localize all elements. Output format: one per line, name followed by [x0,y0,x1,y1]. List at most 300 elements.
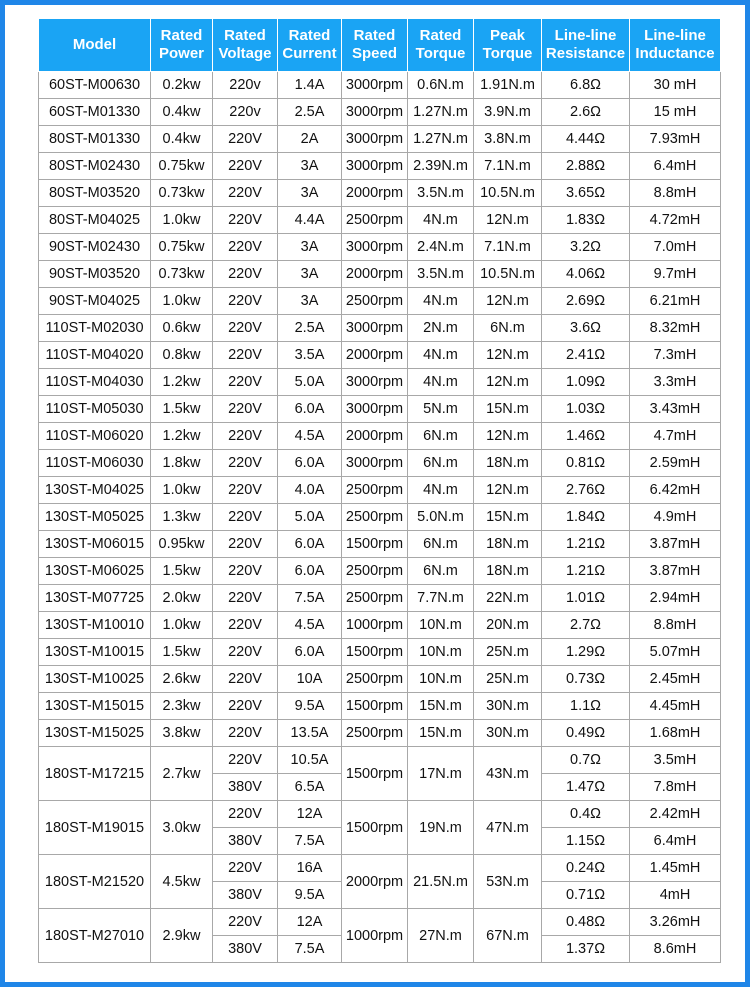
cell-model: 110ST-M02030 [39,315,151,342]
cell-model: 110ST-M05030 [39,396,151,423]
cell-rated-torque: 0.6N.m [408,72,474,99]
table-row [39,909,721,936]
cell-line-resistance: 1.84Ω [542,504,630,531]
cell-rated-speed: 2500rpm [342,666,408,693]
cell-rated-voltage: 220V [213,180,278,207]
table-row [39,180,721,207]
header-line-resistance [542,19,630,72]
cell-peak-torque: 7.1N.m [474,153,542,180]
cell-peak-torque: 67N.m [474,909,542,963]
cell-peak-torque: 12N.m [474,369,542,396]
cell-rated-current: 9.5A [278,693,342,720]
header-rated-voltage [213,19,278,72]
header-label: Speed [351,45,397,62]
cell-rated-speed: 3000rpm [342,396,408,423]
cell-line-inductance: 6.4mH [630,828,721,855]
cell-rated-voltage: 220V [213,234,278,261]
header-model [39,19,151,72]
cell-line-resistance: 2.7Ω [542,612,630,639]
cell-rated-current: 3A [278,153,342,180]
cell-rated-speed: 3000rpm [342,72,408,99]
cell-line-inductance: 8.8mH [630,612,721,639]
cell-line-resistance: 0.73Ω [542,666,630,693]
cell-peak-torque: 53N.m [474,855,542,909]
cell-rated-voltage: 220V [213,396,278,423]
header-row [39,19,721,72]
table-row [39,477,721,504]
cell-rated-current: 3A [278,288,342,315]
cell-rated-speed: 1500rpm [342,639,408,666]
header-label: Rated [224,27,266,44]
cell-rated-current: 6.5A [278,774,342,801]
header-label: Torque [415,45,466,62]
cell-line-resistance: 1.21Ω [542,531,630,558]
cell-rated-power: 0.6kw [151,315,213,342]
cell-rated-voltage: 220V [213,261,278,288]
cell-model: 180ST-M17215 [39,747,151,801]
cell-line-inductance: 5.07mH [630,639,721,666]
header-label: Voltage [218,45,272,62]
cell-line-inductance: 3.5mH [630,747,721,774]
cell-rated-torque: 7.7N.m [408,585,474,612]
cell-line-resistance: 0.7Ω [542,747,630,774]
cell-rated-current: 2.5A [278,99,342,126]
cell-rated-current: 6.0A [278,558,342,585]
cell-line-resistance: 1.1Ω [542,693,630,720]
cell-rated-power: 1.0kw [151,477,213,504]
cell-model: 130ST-M07725 [39,585,151,612]
cell-rated-current: 2A [278,126,342,153]
cell-line-resistance: 1.03Ω [542,396,630,423]
cell-rated-speed: 2500rpm [342,720,408,747]
cell-rated-current: 10.5A [278,747,342,774]
cell-rated-speed: 3000rpm [342,99,408,126]
cell-rated-torque: 3.5N.m [408,180,474,207]
cell-peak-torque: 25N.m [474,639,542,666]
cell-rated-power: 4.5kw [151,855,213,909]
cell-model: 180ST-M21520 [39,855,151,909]
cell-rated-voltage: 220V [213,747,278,774]
cell-peak-torque: 25N.m [474,666,542,693]
cell-line-resistance: 1.83Ω [542,207,630,234]
cell-peak-torque: 30N.m [474,693,542,720]
cell-rated-current: 16A [278,855,342,882]
cell-model: 180ST-M19015 [39,801,151,855]
cell-line-resistance: 2.6Ω [542,99,630,126]
cell-rated-current: 6.0A [278,450,342,477]
cell-rated-power: 2.9kw [151,909,213,963]
cell-rated-voltage: 220V [213,288,278,315]
cell-rated-current: 1.4A [278,72,342,99]
cell-rated-power: 3.8kw [151,720,213,747]
cell-rated-power: 0.4kw [151,126,213,153]
cell-line-resistance: 1.21Ω [542,558,630,585]
cell-rated-voltage: 380V [213,774,278,801]
table-row [39,396,721,423]
cell-peak-torque: 15N.m [474,504,542,531]
cell-rated-current: 3A [278,180,342,207]
cell-rated-torque: 6N.m [408,558,474,585]
cell-rated-speed: 3000rpm [342,234,408,261]
header-label: Inductance [635,45,715,62]
cell-rated-power: 0.73kw [151,180,213,207]
cell-model: 180ST-M27010 [39,909,151,963]
cell-rated-speed: 2000rpm [342,261,408,288]
table-row [39,666,721,693]
header-label: Line-line [554,27,617,44]
cell-rated-voltage: 380V [213,882,278,909]
cell-line-inductance: 8.32mH [630,315,721,342]
cell-model: 130ST-M04025 [39,477,151,504]
cell-rated-torque: 5.0N.m [408,504,474,531]
cell-rated-current: 3.5A [278,342,342,369]
cell-rated-power: 1.0kw [151,612,213,639]
cell-rated-current: 5.0A [278,369,342,396]
cell-rated-current: 3A [278,234,342,261]
table-row [39,315,721,342]
table-row [39,801,721,828]
cell-rated-power: 0.95kw [151,531,213,558]
cell-model: 130ST-M06025 [39,558,151,585]
cell-line-inductance: 3.43mH [630,396,721,423]
cell-line-inductance: 1.68mH [630,720,721,747]
cell-rated-torque: 10N.m [408,639,474,666]
table-row [39,72,721,99]
cell-model: 90ST-M04025 [39,288,151,315]
cell-rated-speed: 3000rpm [342,315,408,342]
cell-rated-torque: 6N.m [408,531,474,558]
cell-rated-voltage: 220V [213,315,278,342]
cell-line-inductance: 3.87mH [630,558,721,585]
cell-rated-speed: 1000rpm [342,612,408,639]
cell-rated-power: 0.75kw [151,234,213,261]
cell-line-resistance: 3.65Ω [542,180,630,207]
header-rated-current [278,19,342,72]
cell-rated-voltage: 220V [213,369,278,396]
cell-peak-torque: 43N.m [474,747,542,801]
cell-rated-torque: 4N.m [408,288,474,315]
cell-rated-speed: 2000rpm [342,855,408,909]
header-label: Model [72,36,117,53]
table-row [39,99,721,126]
cell-rated-torque: 21.5N.m [408,855,474,909]
cell-line-inductance: 7.93mH [630,126,721,153]
cell-rated-speed: 1500rpm [342,531,408,558]
cell-rated-current: 5.0A [278,504,342,531]
cell-model: 80ST-M03520 [39,180,151,207]
table-row [39,342,721,369]
cell-line-inductance: 7.0mH [630,234,721,261]
cell-rated-voltage: 220V [213,855,278,882]
cell-rated-power: 0.73kw [151,261,213,288]
cell-line-inductance: 9.7mH [630,261,721,288]
cell-rated-torque: 19N.m [408,801,474,855]
cell-rated-current: 13.5A [278,720,342,747]
cell-rated-current: 12A [278,909,342,936]
cell-rated-power: 1.5kw [151,639,213,666]
cell-rated-power: 0.2kw [151,72,213,99]
cell-rated-speed: 2500rpm [342,585,408,612]
cell-rated-current: 10A [278,666,342,693]
table-row [39,585,721,612]
cell-rated-speed: 1500rpm [342,747,408,801]
cell-line-inductance: 2.94mH [630,585,721,612]
cell-rated-voltage: 220V [213,612,278,639]
header-label: Resistance [545,45,626,62]
cell-model: 130ST-M06015 [39,531,151,558]
cell-rated-current: 2.5A [278,315,342,342]
cell-rated-power: 1.0kw [151,288,213,315]
cell-rated-current: 7.5A [278,585,342,612]
cell-rated-current: 7.5A [278,828,342,855]
cell-peak-torque: 3.8N.m [474,126,542,153]
cell-rated-speed: 2500rpm [342,477,408,504]
table-row [39,639,721,666]
cell-rated-torque: 15N.m [408,693,474,720]
cell-rated-torque: 1.27N.m [408,99,474,126]
table-row [39,234,721,261]
cell-line-resistance: 1.47Ω [542,774,630,801]
cell-model: 110ST-M04020 [39,342,151,369]
cell-rated-power: 2.7kw [151,747,213,801]
cell-line-resistance: 2.69Ω [542,288,630,315]
cell-rated-voltage: 220V [213,504,278,531]
cell-rated-speed: 3000rpm [342,369,408,396]
cell-rated-power: 1.2kw [151,423,213,450]
cell-model: 130ST-M05025 [39,504,151,531]
cell-line-inductance: 8.6mH [630,936,721,963]
cell-line-resistance: 2.88Ω [542,153,630,180]
cell-rated-torque: 4N.m [408,477,474,504]
cell-line-resistance: 4.44Ω [542,126,630,153]
cell-rated-voltage: 220V [213,423,278,450]
cell-rated-speed: 1500rpm [342,693,408,720]
table-row [39,693,721,720]
cell-line-inductance: 6.4mH [630,153,721,180]
cell-peak-torque: 12N.m [474,423,542,450]
cell-rated-current: 3A [278,261,342,288]
cell-model: 130ST-M15015 [39,693,151,720]
table-row [39,261,721,288]
cell-peak-torque: 12N.m [474,288,542,315]
cell-line-inductance: 6.21mH [630,288,721,315]
cell-rated-current: 4.0A [278,477,342,504]
cell-rated-power: 2.3kw [151,693,213,720]
header-label: Torque [482,45,533,62]
cell-rated-torque: 15N.m [408,720,474,747]
cell-line-resistance: 0.24Ω [542,855,630,882]
cell-rated-speed: 2000rpm [342,180,408,207]
cell-line-inductance: 6.42mH [630,477,721,504]
cell-model: 90ST-M02430 [39,234,151,261]
cell-rated-power: 1.2kw [151,369,213,396]
table-row [39,531,721,558]
cell-line-resistance: 1.37Ω [542,936,630,963]
cell-rated-speed: 1500rpm [342,801,408,855]
cell-model: 80ST-M04025 [39,207,151,234]
header-label: Rated [419,27,462,44]
cell-peak-torque: 47N.m [474,801,542,855]
cell-rated-torque: 10N.m [408,666,474,693]
cell-line-inductance: 4.72mH [630,207,721,234]
cell-rated-voltage: 220V [213,666,278,693]
cell-rated-current: 4.5A [278,423,342,450]
header-rated-power [151,19,213,72]
cell-line-inductance: 2.45mH [630,666,721,693]
cell-peak-torque: 6N.m [474,315,542,342]
cell-rated-current: 12A [278,801,342,828]
cell-rated-voltage: 220V [213,450,278,477]
cell-line-inductance: 3.3mH [630,369,721,396]
cell-line-resistance: 1.09Ω [542,369,630,396]
header-label: Current [282,45,337,62]
cell-line-resistance: 2.41Ω [542,342,630,369]
cell-rated-power: 0.4kw [151,99,213,126]
cell-line-inductance: 7.3mH [630,342,721,369]
cell-line-resistance: 1.46Ω [542,423,630,450]
cell-line-inductance: 4.45mH [630,693,721,720]
cell-line-inductance: 3.87mH [630,531,721,558]
cell-line-resistance: 1.29Ω [542,639,630,666]
cell-peak-torque: 10.5N.m [474,261,542,288]
cell-rated-speed: 3000rpm [342,450,408,477]
table-row [39,612,721,639]
cell-rated-voltage: 220v [213,99,278,126]
cell-rated-current: 4.4A [278,207,342,234]
header-peak-torque [474,19,542,72]
cell-rated-power: 3.0kw [151,801,213,855]
cell-rated-voltage: 220V [213,693,278,720]
cell-rated-torque: 6N.m [408,423,474,450]
table-row [39,423,721,450]
cell-line-inductance: 2.59mH [630,450,721,477]
cell-model: 110ST-M04030 [39,369,151,396]
cell-rated-power: 2.6kw [151,666,213,693]
cell-model: 80ST-M02430 [39,153,151,180]
cell-peak-torque: 7.1N.m [474,234,542,261]
cell-model: 130ST-M15025 [39,720,151,747]
cell-line-inductance: 15 mH [630,99,721,126]
cell-model: 130ST-M10010 [39,612,151,639]
header-rated-torque [408,19,474,72]
table-row [39,747,721,774]
cell-model: 110ST-M06020 [39,423,151,450]
cell-rated-voltage: 380V [213,828,278,855]
table-row [39,504,721,531]
cell-peak-torque: 1.91N.m [474,72,542,99]
cell-rated-current: 6.0A [278,639,342,666]
cell-peak-torque: 18N.m [474,558,542,585]
table-row [39,153,721,180]
table-row [39,126,721,153]
cell-peak-torque: 15N.m [474,396,542,423]
cell-line-inductance: 4mH [630,882,721,909]
table-row [39,288,721,315]
cell-rated-voltage: 220V [213,477,278,504]
cell-model: 130ST-M10015 [39,639,151,666]
cell-peak-torque: 12N.m [474,342,542,369]
cell-rated-torque: 4N.m [408,369,474,396]
cell-line-inductance: 4.9mH [630,504,721,531]
cell-line-resistance: 0.71Ω [542,882,630,909]
cell-rated-speed: 3000rpm [342,126,408,153]
cell-rated-voltage: 220V [213,909,278,936]
cell-line-inductance: 1.45mH [630,855,721,882]
cell-rated-torque: 2.4N.m [408,234,474,261]
cell-model: 90ST-M03520 [39,261,151,288]
cell-rated-torque: 6N.m [408,450,474,477]
cell-rated-power: 1.8kw [151,450,213,477]
cell-line-resistance: 0.4Ω [542,801,630,828]
cell-rated-voltage: 380V [213,936,278,963]
cell-rated-speed: 2000rpm [342,342,408,369]
servo-motor-spec-table [38,19,721,963]
cell-rated-current: 6.0A [278,396,342,423]
table-row [39,450,721,477]
table-row [39,207,721,234]
cell-rated-torque: 17N.m [408,747,474,801]
cell-rated-voltage: 220V [213,720,278,747]
cell-rated-torque: 2N.m [408,315,474,342]
cell-line-resistance: 1.15Ω [542,828,630,855]
cell-line-inductance: 8.8mH [630,180,721,207]
cell-rated-voltage: 220V [213,531,278,558]
cell-rated-voltage: 220V [213,558,278,585]
cell-peak-torque: 18N.m [474,450,542,477]
cell-line-inductance: 7.8mH [630,774,721,801]
table-header [39,19,721,72]
cell-rated-voltage: 220V [213,207,278,234]
header-label: Power [158,45,204,62]
table-row [39,855,721,882]
header-label: Line-line [644,27,706,44]
cell-line-resistance: 0.49Ω [542,720,630,747]
header-line-inductance [630,19,721,72]
cell-rated-power: 1.5kw [151,558,213,585]
cell-peak-torque: 3.9N.m [474,99,542,126]
cell-rated-current: 9.5A [278,882,342,909]
cell-model: 60ST-M01330 [39,99,151,126]
cell-line-resistance: 0.81Ω [542,450,630,477]
cell-rated-speed: 1000rpm [342,909,408,963]
cell-rated-torque: 1.27N.m [408,126,474,153]
cell-rated-speed: 2000rpm [342,423,408,450]
cell-peak-torque: 10.5N.m [474,180,542,207]
cell-rated-voltage: 220V [213,585,278,612]
cell-rated-voltage: 220V [213,153,278,180]
table-row [39,720,721,747]
cell-rated-torque: 10N.m [408,612,474,639]
cell-rated-torque: 2.39N.m [408,153,474,180]
cell-rated-voltage: 220v [213,72,278,99]
cell-rated-power: 0.75kw [151,153,213,180]
cell-peak-torque: 22N.m [474,585,542,612]
cell-line-inductance: 2.42mH [630,801,721,828]
cell-line-resistance: 0.48Ω [542,909,630,936]
cell-rated-torque: 5N.m [408,396,474,423]
cell-rated-speed: 2500rpm [342,558,408,585]
cell-rated-voltage: 220V [213,342,278,369]
cell-rated-power: 1.0kw [151,207,213,234]
cell-line-resistance: 2.76Ω [542,477,630,504]
cell-rated-power: 2.0kw [151,585,213,612]
header-label: Rated [160,27,203,44]
cell-rated-torque: 4N.m [408,207,474,234]
header-rated-speed [342,19,408,72]
cell-rated-speed: 2500rpm [342,207,408,234]
cell-rated-power: 1.5kw [151,396,213,423]
table-row [39,558,721,585]
